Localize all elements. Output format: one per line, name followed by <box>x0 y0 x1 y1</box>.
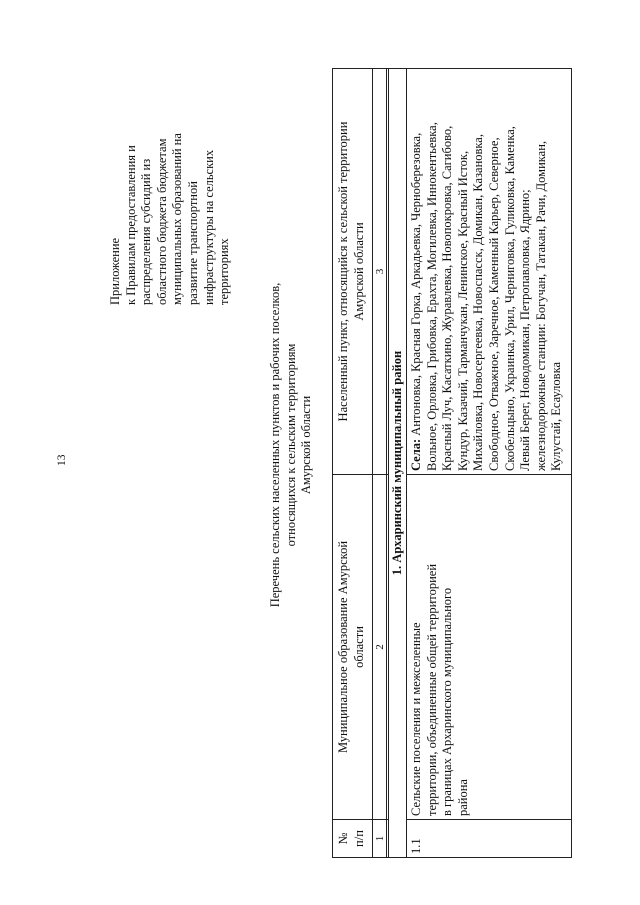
settlements-line: Свободное, Отважное, Заречное, Каменный Карьер, Северное, <box>486 137 501 471</box>
municipality-line: территории, объединенные общей территорией <box>424 563 439 816</box>
header-settlement <box>336 69 370 474</box>
title-line: относящихся к сельским территориям <box>283 343 298 547</box>
settlements-line: Кундур, Казачий, Тарманчукан, Ленинское, Красный Исток, <box>455 150 470 471</box>
document-title <box>268 265 336 625</box>
table-border-top <box>332 68 333 858</box>
settlements-line: Михайловка, Новосергеевка, Новоспасск, Домикан, Казановка, <box>471 134 486 471</box>
municipality-line: Сельские поселения и межселенные <box>409 622 423 816</box>
table-border-left <box>332 857 572 858</box>
header-text: п/п <box>351 830 366 847</box>
appendix-note <box>108 125 241 305</box>
appendix-line: к Правилам предоставления и <box>123 145 138 305</box>
municipality-cell <box>409 476 569 816</box>
settlements-line: Вольное, Орловка, Грибовка, Ерахта, Могилевка, Иннокентьевка, <box>424 122 439 471</box>
header-text: области <box>351 626 366 668</box>
region-heading: 1. Архаринский муниципальный район <box>390 350 404 576</box>
page-number: 13 <box>56 454 68 466</box>
appendix-line: распределения субсидий из <box>139 158 154 305</box>
column-divider-1-lower <box>406 819 572 820</box>
title-line: Перечень сельских населенных пунктов и рабочих поселков, <box>268 282 282 608</box>
header-number <box>336 820 370 857</box>
header-text: Населенный пункт, относящийся к сельской территории <box>336 121 350 422</box>
settlements-table <box>332 68 572 858</box>
column-number-2: 2 <box>374 644 386 650</box>
settlements-line: железнодорожные станции: Богучан, Татакан, Рачи, Домикан, <box>533 140 548 471</box>
settlements-text: Антоновка, Красная Горка, Аркадьевка, Черноберезовка, <box>409 132 423 439</box>
column-number-1: 1 <box>374 835 386 842</box>
appendix-line: областного бюджета бюджетам <box>154 138 169 305</box>
table-border-bottom <box>571 68 572 858</box>
region-divider-bottom <box>406 68 407 858</box>
appendix-line: инфраструктуры на сельских <box>201 149 216 305</box>
appendix-line: муниципальных образований на <box>170 133 185 305</box>
municipality-line: района <box>455 779 470 816</box>
settlements-label: Села: <box>409 438 423 471</box>
numbers-divider <box>386 68 387 858</box>
municipality-line: в границах Архаринского муниципального <box>440 587 455 816</box>
settlements-line: Красный Луч, Касаткино, Журавлевка, Новопокровка, Сагибово, <box>440 125 455 471</box>
column-number-3: 3 <box>374 268 386 275</box>
header-text: Амурской области <box>351 222 366 321</box>
settlements-line: Левый Берег, Новодомикан, Петропавловка, Ядрино; <box>518 189 533 471</box>
header-text: Муниципальное образование Амурской <box>336 540 350 754</box>
settlements-line: Скобельцыно, Украинка, Урил, Черниговка, Гуликовка, Каменка, <box>502 126 517 471</box>
settlements-cell <box>409 70 569 471</box>
header-text: № <box>336 832 350 845</box>
row-number: 1.1 <box>409 838 423 854</box>
column-divider-2-lower <box>406 474 572 475</box>
appendix-line: территориях <box>217 238 232 305</box>
settlements-line: Кулустай, Есауловка <box>549 361 564 471</box>
title-line: Амурской области <box>299 395 313 495</box>
appendix-line: развитие транспортной <box>185 181 200 305</box>
header-municipality <box>336 475 370 819</box>
appendix-line: Приложение <box>108 237 122 305</box>
settlements-line <box>409 70 425 471</box>
